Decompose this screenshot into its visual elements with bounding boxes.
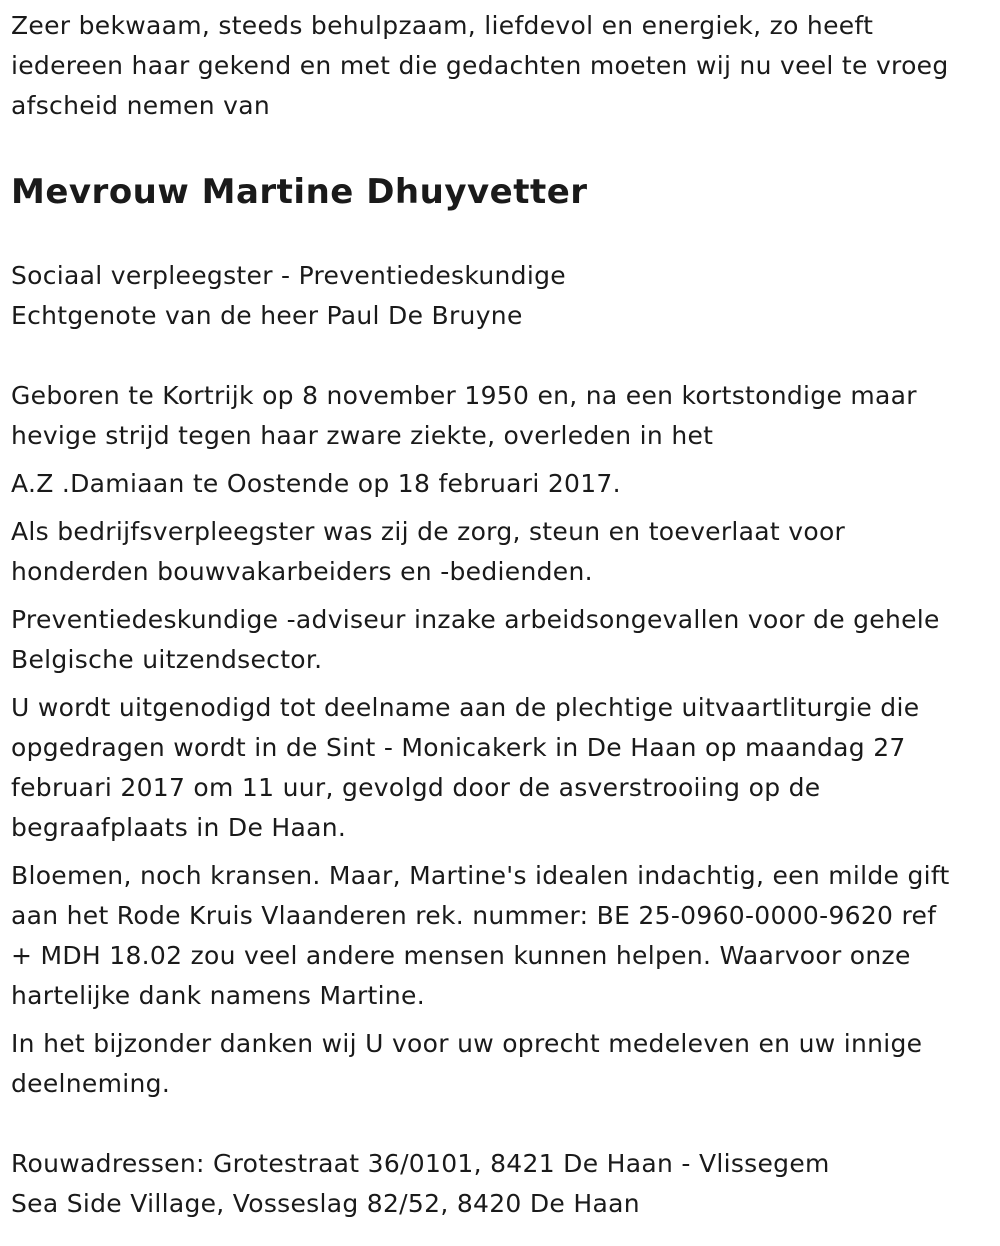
profession-line: Sociaal verpleegster - Preventiedeskundige [11,261,566,290]
thanks-paragraph [11,1024,996,1104]
hospital-paragraph [11,464,996,504]
intro-line: afscheid nemen van [11,91,270,120]
career-line: Als bedrijfsverpleegster was zij de zorg, steun en toeverlaat voor [11,517,846,546]
addresses-paragraph [11,1144,996,1224]
flowers-line: aan het Rode Kruis Vlaanderen rek. nummer: BE 25-0960-0000-9620 ref [11,901,937,930]
intro-line: iedereen haar gekend en met die gedachten moeten wij nu veel te vroeg [11,51,949,80]
profession-paragraph [11,256,996,336]
flowers-line: hartelijke dank namens Martine. [11,981,425,1010]
spouse-line: Echtgenote van de heer Paul De Bruyne [11,301,523,330]
thanks-line: deelneming. [11,1069,171,1098]
ceremony-line: opgedragen wordt in de Sint - Monicakerk in De Haan op maandag 27 [11,733,906,762]
intro-paragraph [11,0,996,126]
ceremony-paragraph [11,688,996,848]
flowers-line: Bloemen, noch kransen. Maar, Martine's idealen indachtig, een milde gift [11,861,950,890]
flowers-line: + MDH 18.02 zou veel andere mensen kunnen helpen. Waarvoor onze [11,941,911,970]
hospital-line: A.Z .Damiaan te Oostende op 18 februari 2017. [11,469,621,498]
deceased-name-heading: Mevrouw Martine Dhuyvetter [11,172,588,212]
obituary-document [11,0,996,1224]
intro-line: Zeer bekwaam, steeds behulpzaam, liefdevol en energiek, zo heeft [11,11,874,40]
ceremony-line: U wordt uitgenodigd tot deelname aan de plechtige uitvaartliturgie die [11,693,920,722]
career-line: Belgische uitzendsector. [11,645,323,674]
birth-death-paragraph [11,376,996,456]
address-line: Sea Side Village, Vosseslag 82/52, 8420 De Haan [11,1189,640,1218]
career-line: honderden bouwvakarbeiders en -bedienden. [11,557,593,586]
address-line: Rouwadressen: Grotestraat 36/0101, 8421 De Haan - Vlissegem [11,1149,830,1178]
ceremony-line: februari 2017 om 11 uur, gevolgd door de asverstrooiing op de [11,773,821,802]
ceremony-line: begraafplaats in De Haan. [11,813,347,842]
thanks-line: In het bijzonder danken wij U voor uw oprecht medeleven en uw innige [11,1029,923,1058]
career-paragraph-2 [11,600,996,680]
flowers-paragraph [11,856,996,1016]
birth-line: hevige strijd tegen haar zware ziekte, overleden in het [11,421,714,450]
career-paragraph-1 [11,512,996,592]
birth-line: Geboren te Kortrijk op 8 november 1950 en, na een kortstondige maar [11,381,917,410]
career-line: Preventiedeskundige -adviseur inzake arbeidsongevallen voor de gehele [11,605,940,634]
